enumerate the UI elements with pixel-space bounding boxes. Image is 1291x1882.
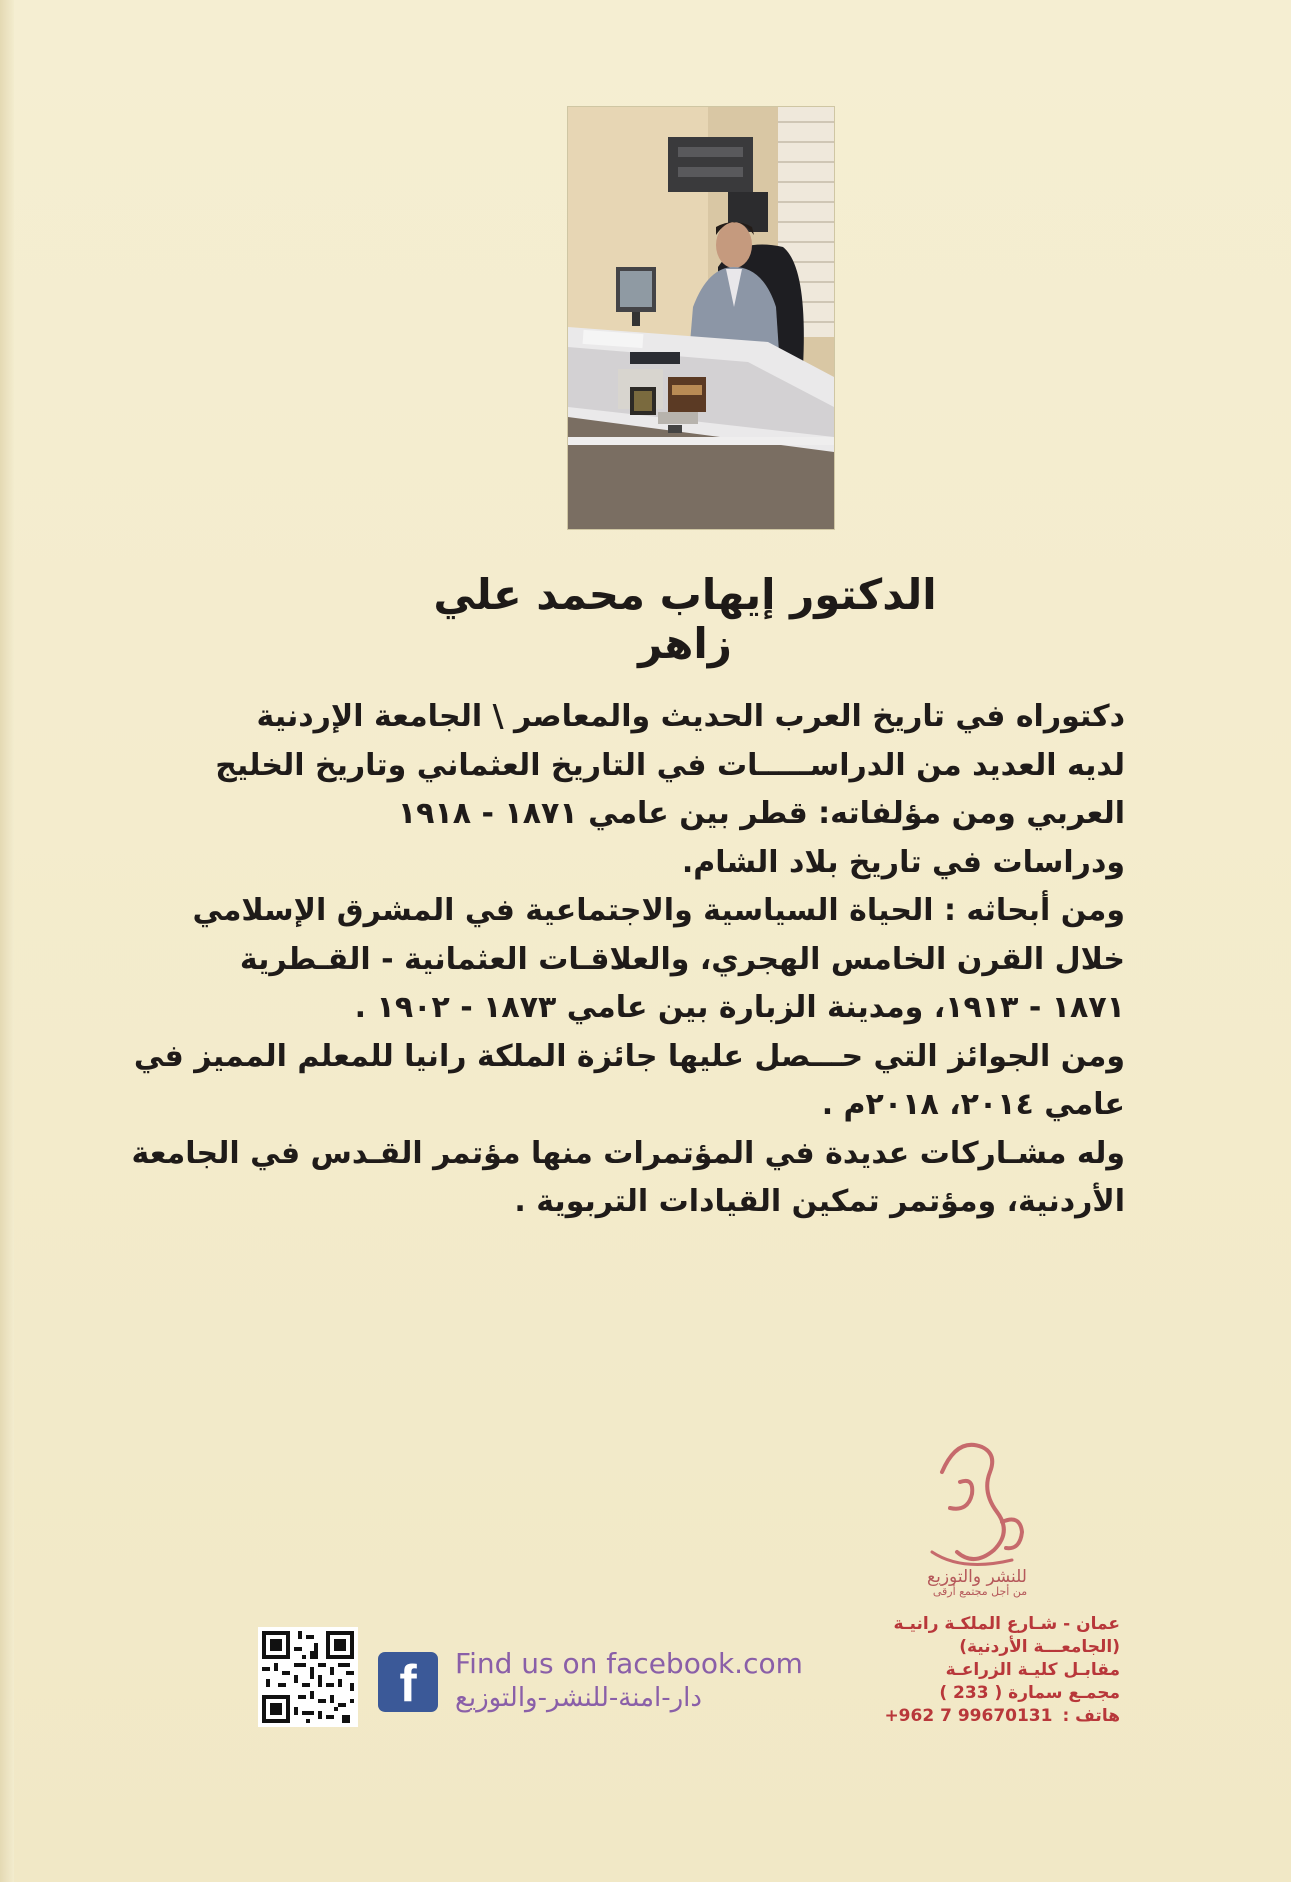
author-name: الدكتور إيهاب محمد علي زاهر xyxy=(433,570,937,668)
logo-tagline: للنشر والتوزيع xyxy=(927,1567,1027,1587)
bio-line: وله مشـاركات عديدة في المؤتمرات منها مؤتمر القـدس في الجامعة xyxy=(131,1135,1125,1171)
facebook-page-name: دار-امنة-للنشر-والتوزيع xyxy=(455,1683,702,1713)
address-line: مجمـع سمارة ( 233 ) xyxy=(939,1683,1120,1703)
phone-label: هاتف : xyxy=(1062,1706,1120,1726)
qr-code xyxy=(258,1627,358,1727)
bio-line: الأردنية، ومؤتمر تمكين القيادات التربوية . xyxy=(514,1184,1125,1219)
bio-line: العربي ومن مؤلفاته: قطر بين عامي ١٨٧١ - ١٩١٨ xyxy=(397,796,1125,831)
facebook-icon xyxy=(378,1652,438,1712)
bio-line: ١٨٧١ - ١٩١٣، ومدينة الزبارة بين عامي ١٨٧٣ - ١٩٠٢ . xyxy=(354,990,1125,1025)
bio-line: لديه العديد من الدراســـــات في التاريخ العثماني وتاريخ الخليج xyxy=(215,747,1125,783)
author-bio xyxy=(131,693,1125,1227)
publisher-slogan: من أجل مجتمع أرقى xyxy=(932,1585,1028,1598)
address-line: مقابـل كليـة الزراعـة xyxy=(945,1660,1120,1680)
bio-line: ومن أبحاثه : الحياة السياسية والاجتماعية في المشرق الإسلامي xyxy=(192,893,1125,928)
facebook-letter: f xyxy=(399,1655,417,1713)
address-line: عمان - شـارع الملكـة رانيـة xyxy=(893,1614,1120,1634)
publisher-address xyxy=(820,1613,1120,1728)
facebook-find-us: Find us on facebook.com xyxy=(455,1647,803,1680)
publisher-logo xyxy=(902,1432,1052,1602)
bio-line: عامي ٢٠١٤، ٢٠١٨م . xyxy=(821,1087,1125,1122)
phone-row xyxy=(820,1705,1120,1728)
address-line: (الجامعـــة الأردنية) xyxy=(959,1637,1120,1657)
bio-line: خلال القرن الخامس الهجري، والعلاقـات العثمانية - القـطرية xyxy=(239,941,1125,977)
facebook-text xyxy=(455,1647,815,1715)
bio-line: ومن الجوائز التي حـــصل عليها جائزة الملكة رانيا للمعلم المميز في xyxy=(133,1038,1125,1074)
bio-line: ودراسات في تاريخ بلاد الشام. xyxy=(681,844,1125,880)
author-photo xyxy=(568,107,834,529)
phone-number: +962 7 99670131 xyxy=(884,1706,1053,1726)
bio-line: دكتوراه في تاريخ العرب الحديث والمعاصر \ الجامعة الإردنية xyxy=(256,699,1125,734)
